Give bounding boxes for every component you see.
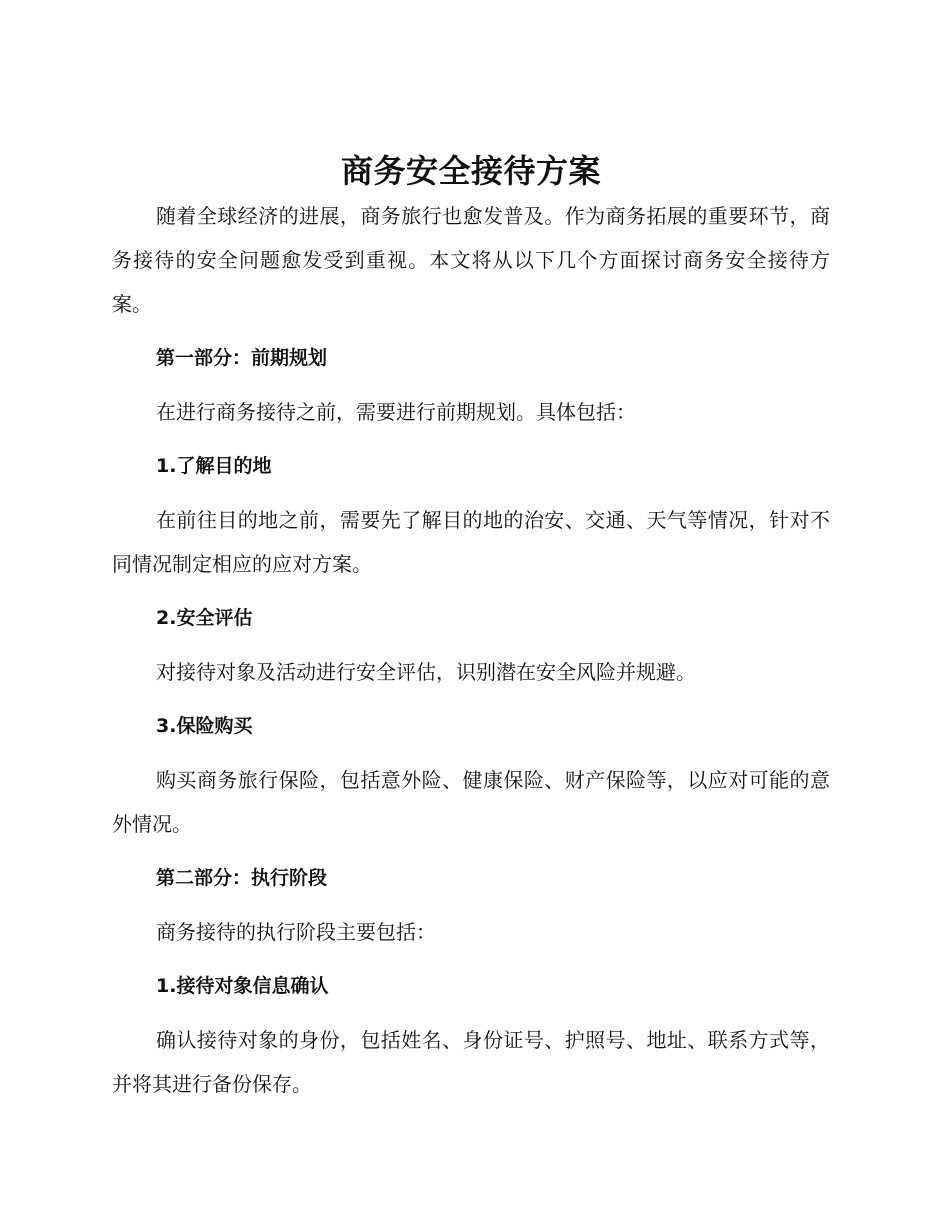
part2-item1-heading: 1.接待对象信息确认 [156, 975, 329, 997]
part1-item2-paragraph: 对接待对象及活动进行安全评估，识别潜在安全风险并规避。 [156, 660, 696, 684]
part1-item1-heading: 1.了解目的地 [156, 455, 272, 477]
part2-item1-paragraph: 确认接待对象的身份，包括姓名、身份证号、护照号、地址、联系方式等，并将其进行备份保存。 [112, 1028, 830, 1096]
part1-lead-paragraph: 在进行商务接待之前，需要进行前期规划。具体包括： [156, 400, 636, 424]
part2-heading: 第二部分：执行阶段 [156, 867, 328, 889]
document-title: 商务安全接待方案 [340, 152, 601, 190]
document-body [112, 148, 830, 1106]
part1-item1-paragraph: 在前往目的地之前，需要先了解目的地的治安、交通、天气等情况，针对不同情况制定相应的应对方案。 [112, 508, 830, 576]
part1-item2-heading: 2.安全评估 [156, 607, 253, 629]
part2-lead-paragraph: 商务接待的执行阶段主要包括： [156, 920, 436, 944]
part1-item3-paragraph: 购买商务旅行保险，包括意外险、健康保险、财产保险等，以应对可能的意外情况。 [112, 768, 830, 836]
intro-paragraph: 随着全球经济的进展，商务旅行也愈发普及。作为商务拓展的重要环节，商务接待的安全问题愈发受到重视。本文将从以下几个方面探讨商务安全接待方案。 [112, 204, 830, 316]
part1-item3-heading: 3.保险购买 [156, 715, 253, 737]
part1-heading: 第一部分：前期规划 [156, 347, 328, 369]
